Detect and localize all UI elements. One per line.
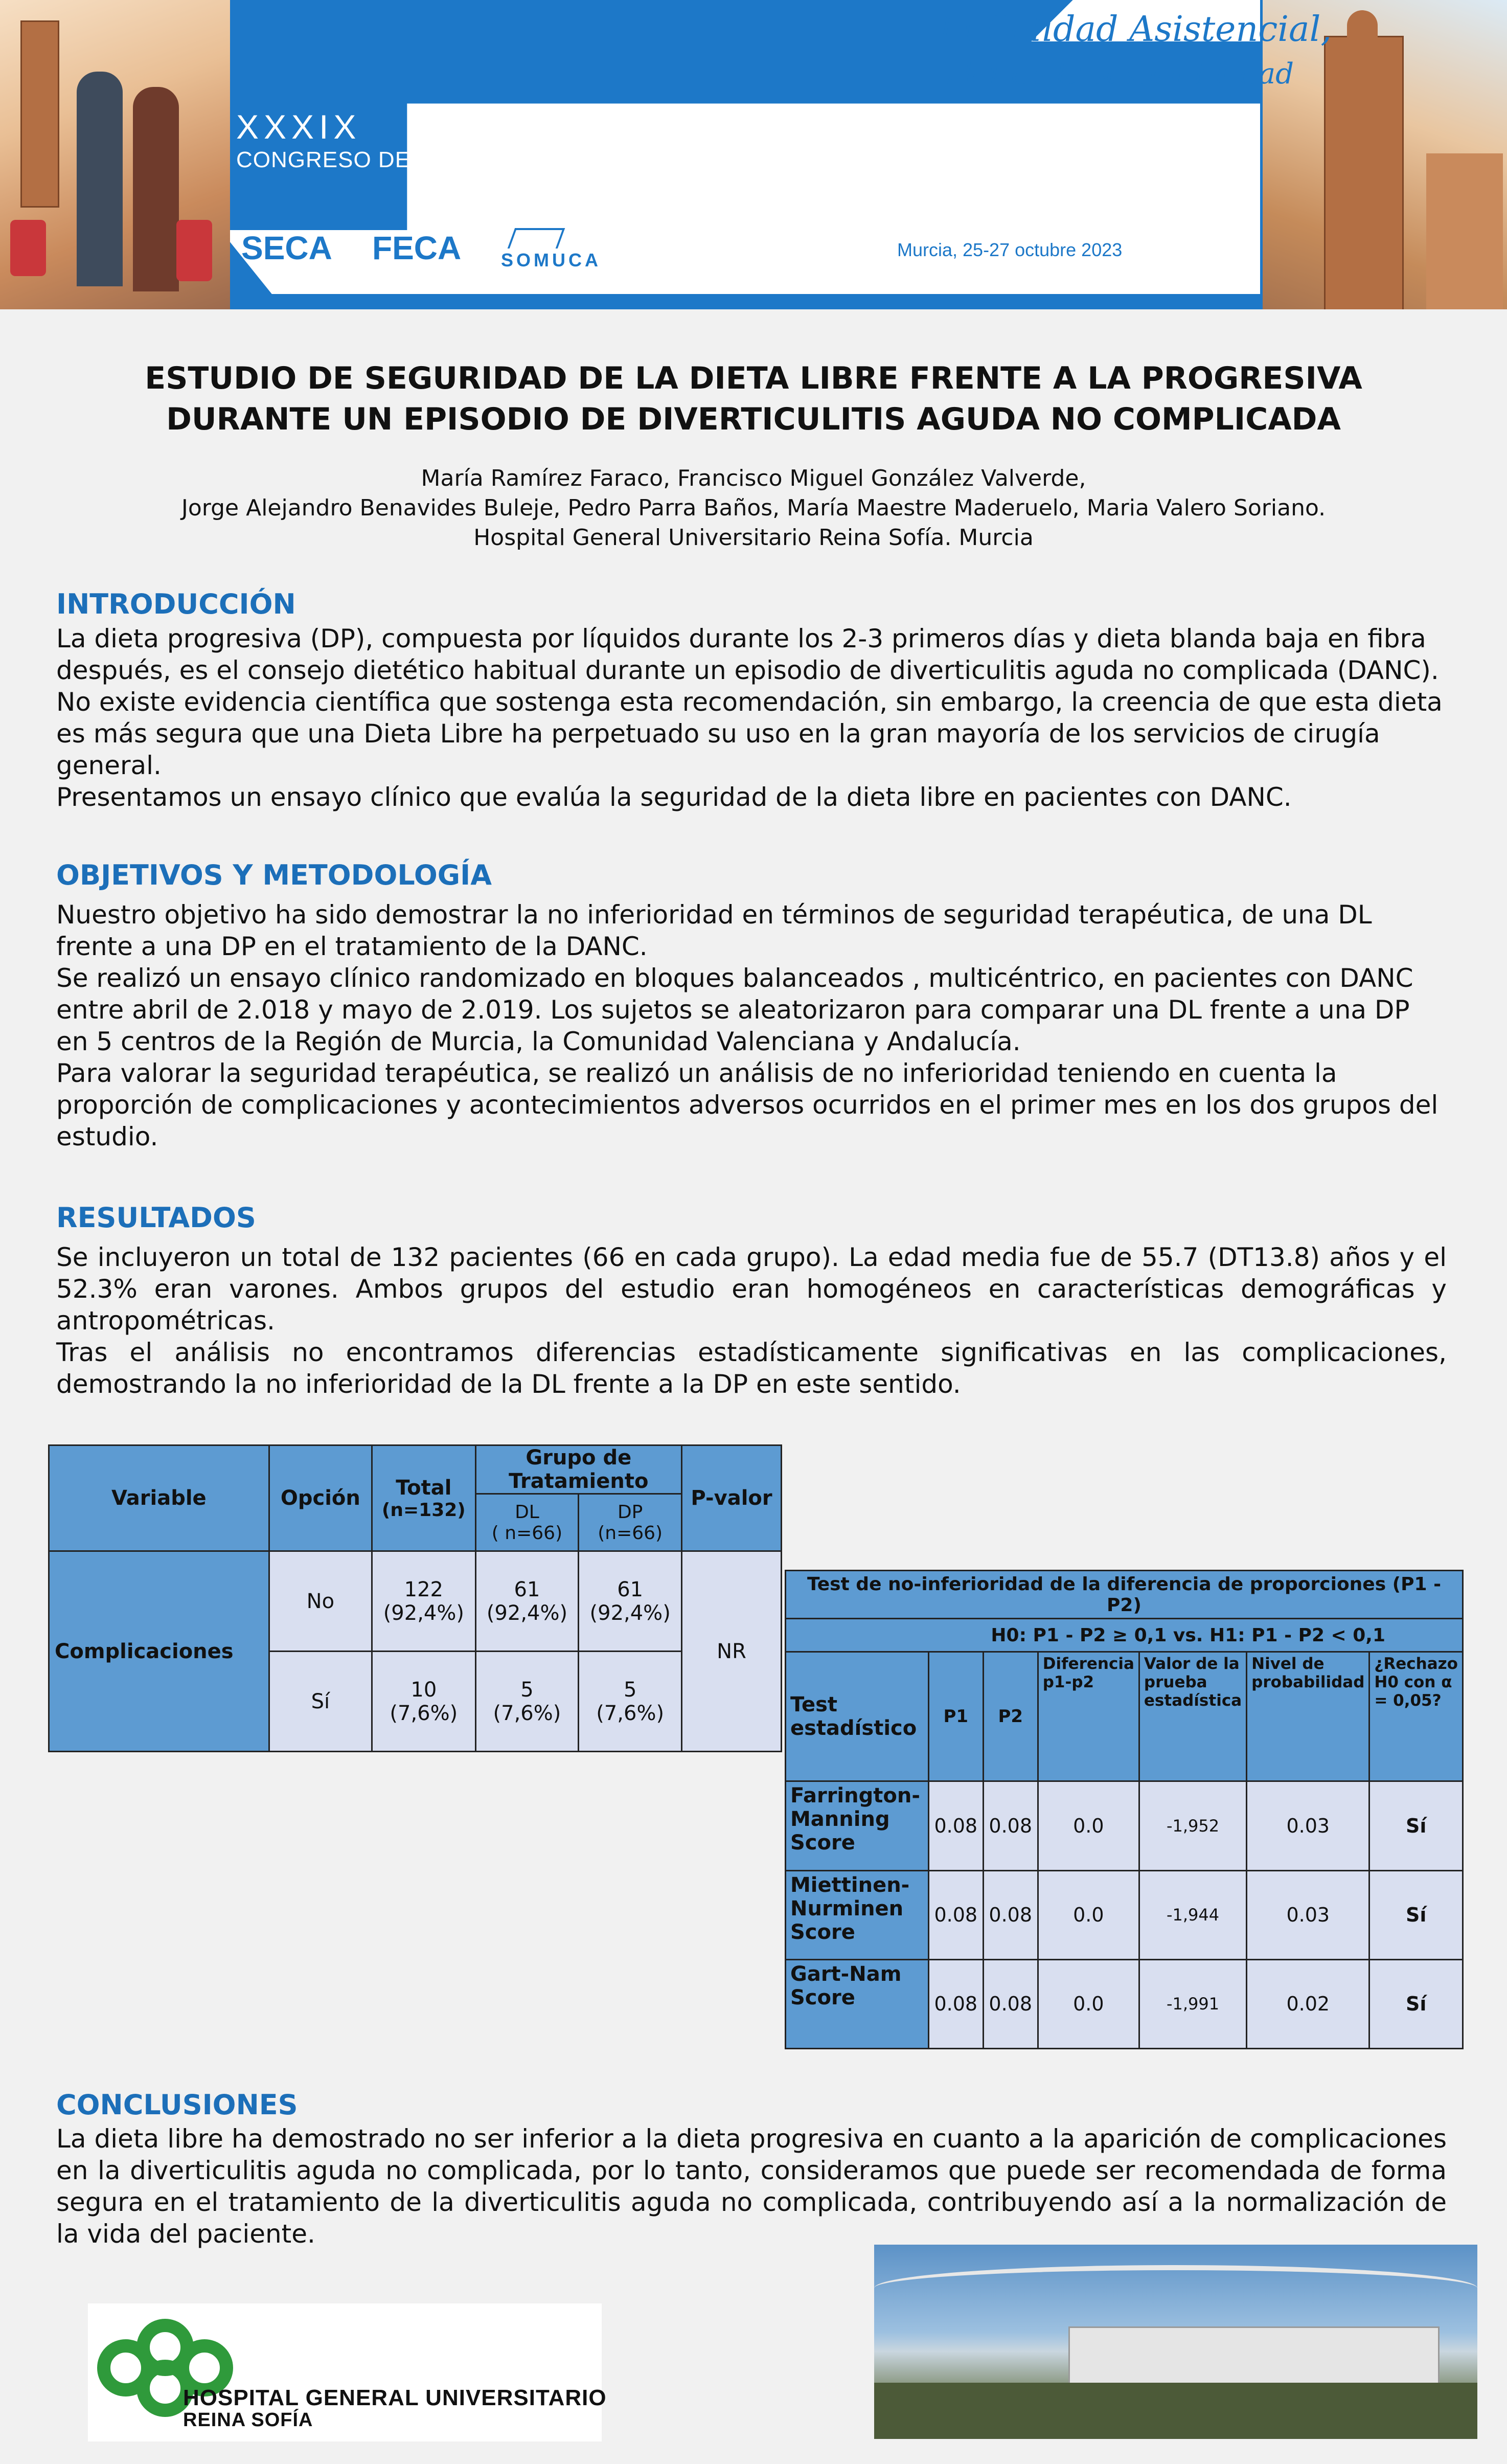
table2-cell-p2: 0.08 (983, 1870, 1038, 1959)
table2-header-stat: Valor de la prueba estadística (1139, 1652, 1246, 1781)
table2-header-level: Nivel de probabilidad (1247, 1652, 1369, 1781)
table2-cell-p2: 0.08 (983, 1781, 1038, 1870)
congress-number: XXXIX (236, 108, 361, 146)
table1-percent: (92,4%) (486, 1601, 568, 1625)
table1-cell-dl (475, 1652, 579, 1752)
objectives-paragraph: Nuestro objetivo ha sido demostrar la no inferioridad en términos de seguridad terapéutica, de una DL frente a una DP en el tratamiento de la DANC. (56, 900, 1372, 961)
table2-header-p1: P1 (928, 1652, 983, 1781)
table-row (786, 1781, 1463, 1870)
results-heading: RESULTADOS (56, 1202, 256, 1234)
trees-icon (874, 2383, 1477, 2439)
hospital-logo (88, 2303, 602, 2442)
noninferiority-test-table (785, 1570, 1464, 2049)
banner-illustration-travelers (0, 0, 230, 309)
event-date-place: Murcia, 25-27 octubre 2023 (897, 239, 1123, 260)
table2-cell-diff: 0.0 (1038, 1870, 1139, 1959)
table1-percent: (7,6%) (493, 1701, 561, 1725)
traveler-figure-icon (77, 72, 123, 286)
table2-cell-p1: 0.08 (928, 1870, 983, 1959)
table1-pvalue: NR (682, 1551, 782, 1752)
table1-header-variable: Variable (49, 1445, 269, 1551)
results-body (56, 1241, 1447, 1400)
table1-count: 5 (623, 1678, 637, 1702)
table2-cell-p1: 0.08 (928, 1959, 983, 2048)
table1-header-total (372, 1445, 476, 1551)
building-icon (1426, 153, 1503, 309)
table2-cell-p2: 0.08 (983, 1959, 1038, 2048)
building-icon (1068, 2326, 1440, 2386)
table1-header-opcion: Opción (269, 1445, 372, 1551)
table2-header-p2: P2 (983, 1652, 1038, 1781)
table1-header-dl (475, 1494, 579, 1551)
suitcase-icon (176, 220, 212, 281)
tower-icon (20, 20, 59, 208)
table1-percent: (7,6%) (596, 1701, 665, 1725)
table2-title: Test de no-inferioridad de la diferencia de proporciones (P1 - P2) (786, 1571, 1463, 1619)
table1-cell-dl (475, 1551, 579, 1652)
table2-hypothesis: H0: P1 - P2 ≥ 0,1 vs. H1: P1 - P2 < 0,1 (786, 1619, 1463, 1652)
table1-count: 61 (617, 1577, 644, 1601)
table-row (786, 1959, 1463, 2048)
table1-percent: (92,4%) (589, 1601, 671, 1625)
table2-cell-stat: -1,991 (1139, 1959, 1246, 2048)
hospital-logo-name: HOSPITAL GENERAL UNIVERSITARIO (183, 2385, 607, 2410)
table1-cell-total (372, 1551, 476, 1652)
table1-header-dl-label: DL (515, 1501, 539, 1523)
table2-cell-level: 0.03 (1247, 1781, 1369, 1870)
table1-header-total-n: (n=132) (381, 1499, 466, 1521)
table2-header-diff: Diferencia p1-p2 (1038, 1652, 1139, 1781)
conclusions-paragraph: La dieta libre ha demostrado no ser inferior a la dieta progresiva en cuanto a la aparición de complicaciones en la diverticulitis aguda no complicada, por lo tanto, consideramos que puede ser recomendada de forma segura en el tratamiento de la diverticulitis aguda no complicada, contribuyendo así a la normalización de la vida del paciente. (56, 2124, 1447, 2249)
table1-count: 5 (520, 1678, 534, 1702)
table1-cell-opcion: Sí (269, 1652, 372, 1752)
table1-header-dl-n: ( n=66) (491, 1522, 563, 1544)
table1-percent: (92,4%) (383, 1601, 464, 1625)
hospital-building-photo (874, 2245, 1477, 2439)
table1-count: 10 (410, 1678, 437, 1702)
table2-cell-stat: -1,952 (1139, 1781, 1246, 1870)
table1-percent: (7,6%) (390, 1701, 458, 1725)
table1-header-total-label: Total (396, 1476, 452, 1500)
table2-test-name: Gart-Nam Score (786, 1959, 929, 2048)
bridge-arch-icon (874, 2265, 1477, 2311)
table2-cell-level: 0.02 (1247, 1959, 1369, 2048)
table1-header-dp-n: (n=66) (598, 1522, 663, 1544)
banner-slogan-line2: pilar de la sostenibilidad (935, 57, 1294, 91)
poster-title-line2: DURANTE UN EPISODIO DE DIVERTICULITIS AGUDA NO COMPLICADA (166, 401, 1341, 437)
objectives-heading: OBJETIVOS Y METODOLOGÍA (56, 859, 492, 891)
header-banner (0, 0, 1507, 309)
results-paragraph: Tras el análisis no encontramos diferencias estadísticamente significativas en las complicaciones, demostrando la no inferioridad de la DL frente a la DP en este sentido. (56, 1338, 1447, 1399)
poster-title-line1: ESTUDIO DE SEGURIDAD DE LA DIETA LIBRE FRENTE A LA PROGRESIVA (145, 360, 1362, 396)
table1-cell-total (372, 1652, 476, 1752)
sponsor-logo-seca: SECA (241, 230, 332, 266)
traveler-figure-icon (133, 87, 179, 291)
table2-cell-diff: 0.0 (1038, 1781, 1139, 1870)
conclusions-body (56, 2123, 1447, 2250)
sponsor-logo-feca: FECA (372, 230, 462, 266)
table1-count: 61 (514, 1577, 540, 1601)
table1-header-group: Grupo de Tratamiento (475, 1445, 681, 1494)
intro-heading: INTRODUCCIÓN (56, 588, 296, 620)
table2-test-name: Miettinen-Nurminen Score (786, 1870, 929, 1959)
table1-cell-dp (579, 1652, 682, 1752)
suitcase-icon (10, 220, 46, 276)
dome-icon (1347, 10, 1378, 41)
table2-cell-reject: Sí (1369, 1959, 1463, 2048)
intro-paragraph: La dieta progresiva (DP), compuesta por líquidos durante los 2-3 primeros días y dieta blanda baja en fibra después, es el consejo dietético habitual durante un episodio de diverticulitis aguda no complicada (DANC). No existe evidencia científica que sostenga esta recomendación, sin embargo, la creencia de que esta dieta es más segura que una Dieta Libre ha perpetuado su uso en la gran mayoría de los servicios de cirugía general. (56, 624, 1443, 780)
table2-cell-stat: -1,944 (1139, 1870, 1246, 1959)
table2-test-name: Farrington-Manning Score (786, 1781, 929, 1870)
table1-cell-opcion: No (269, 1551, 372, 1652)
intro-paragraph: Presentamos un ensayo clínico que evalúa la seguridad de la dieta libre en pacientes con DANC. (56, 782, 1292, 812)
complications-table (48, 1444, 782, 1752)
table1-cell-dp (579, 1551, 682, 1652)
table1-header-dp (579, 1494, 682, 1551)
hospital-logo-subname: REINA SOFÍA (183, 2409, 313, 2431)
sponsor-logo-somuca: SOMUCA (501, 250, 601, 270)
results-paragraph: Se incluyeron un total de 132 pacientes (66 en cada grupo). La edad media fue de 55.7 (DT13.8) años y el 52.3% eran varones. Ambos grupos del estudio eran homogéneos en características demográficas y antropométricas. (56, 1242, 1447, 1336)
table2-cell-p1: 0.08 (928, 1781, 983, 1870)
table2-header-reject: ¿Rechazo H0 con α = 0,05? (1369, 1652, 1463, 1781)
table-row (786, 1870, 1463, 1959)
congress-title: CONGRESO DE LA SOCIEDAD ESPAÑOLA DE CALIDAD ASISTENCIAL (236, 147, 1007, 172)
table1-header-dp-label: DP (617, 1501, 643, 1523)
regional-congress-title: XIV CONGRESO REGIONAL DE CALIDAD ASISTENCIAL (652, 196, 1055, 214)
table1-count: 122 (404, 1577, 444, 1601)
table2-cell-reject: Sí (1369, 1781, 1463, 1870)
objectives-body (56, 899, 1447, 1152)
table1-header-pvalue: P-valor (682, 1445, 782, 1551)
objectives-paragraph: Para valorar la seguridad terapéutica, se realizó un análisis de no inferioridad teniendo en cuenta la proporción de complicaciones y acontecimientos adversos ocurridos en el primer mes en los dos grupos del estudio. (56, 1058, 1438, 1151)
cathedral-tower-icon (1324, 36, 1404, 309)
banner-slogan-line1: la Calidad Asistencial, (941, 9, 1332, 50)
table2-cell-reject: Sí (1369, 1870, 1463, 1959)
table1-variable-complicaciones: Complicaciones (49, 1551, 269, 1752)
objectives-paragraph: Se realizó un ensayo clínico randomizado en bloques balanceados , multicéntrico, en pacientes con DANC entre abril de 2.018 y mayo de 2.019. Los sujetos se aleatorizaron para comparar una DL frente a una DP en 5 centros de la Región de Murcia, la Comunidad Valenciana y Andalucía. (56, 963, 1413, 1056)
conclusions-heading: CONCLUSIONES (56, 2089, 298, 2121)
authors-line1: María Ramírez Faraco, Francisco Miguel González Valverde, (421, 465, 1086, 491)
authors-line2: Jorge Alejandro Benavides Buleje, Pedro Parra Baños, María Maestre Maderuelo, Maria Valero Soriano. (181, 495, 1326, 521)
table2-header-test: Test estadístico (786, 1652, 929, 1781)
table2-cell-diff: 0.0 (1038, 1959, 1139, 2048)
affiliation: Hospital General Universitario Reina Sofía. Murcia (473, 525, 1034, 551)
table-row (49, 1551, 782, 1652)
mountain-icon (508, 228, 565, 248)
intro-body (56, 623, 1447, 813)
table2-cell-level: 0.03 (1247, 1870, 1369, 1959)
